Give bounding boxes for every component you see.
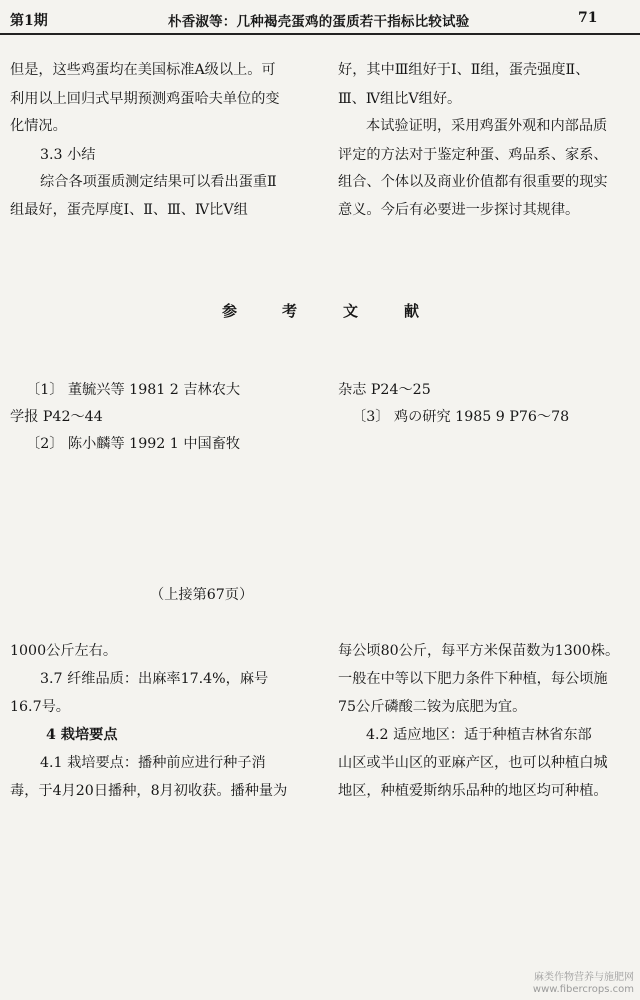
reference-entry-continued: 学报 P42～44 bbox=[10, 409, 103, 425]
text-line: 但是，这些鸡蛋均在美国标准A级以上。可 bbox=[10, 62, 276, 78]
text-line: 综合各项蛋质测定结果可以看出蛋重Ⅱ bbox=[40, 174, 277, 190]
references-title-char: 考 bbox=[282, 302, 298, 320]
references-title-char: 文 bbox=[343, 302, 359, 320]
reference-entry: 〔3〕 鸡の研究 1985 9 P76～78 bbox=[352, 409, 570, 425]
references-title-char: 献 bbox=[404, 302, 420, 320]
section-heading: 4 栽培要点 bbox=[46, 727, 118, 743]
text-line: 75公斤磷酸二铵为底肥为宜。 bbox=[338, 699, 527, 715]
continuation-note: （上接第67页） bbox=[150, 587, 254, 603]
text-line: Ⅲ、Ⅳ组比Ⅴ组好。 bbox=[338, 91, 462, 107]
reference-entry: 〔2〕 陈小麟等 1992 1 中国畜牧 bbox=[26, 436, 241, 452]
text-line: 化情况。 bbox=[10, 118, 67, 134]
references-title-char: 参 bbox=[222, 302, 238, 320]
text-line: 一般在中等以下肥力条件下种植，每公顷施 bbox=[338, 671, 608, 687]
header-rule bbox=[0, 33, 640, 35]
site-watermark bbox=[533, 972, 634, 996]
running-title: 朴香淑等：几种褐壳蛋鸡的蛋质若干指标比较试验 bbox=[168, 14, 470, 30]
section-heading: 3.3 小结 bbox=[40, 147, 96, 163]
watermark-url: www.fibercrops.com bbox=[532, 984, 634, 995]
reference-entry: 〔1〕 董毓兴等 1981 2 吉林农大 bbox=[26, 382, 241, 398]
text-line: 评定的方法对于鉴定种蛋、鸡品系、家系、 bbox=[338, 147, 608, 163]
text-line: 3.7 纤维品质：出麻率17.4%，麻号 bbox=[40, 671, 269, 687]
text-line: 组合、个体以及商业价值都有很重要的现实 bbox=[338, 174, 608, 190]
text-line: 4.1 栽培要点：播种前应进行种子消 bbox=[40, 755, 266, 771]
text-line: 1000公斤左右。 bbox=[10, 643, 118, 659]
text-line: 意义。今后有必要进一步探讨其规律。 bbox=[338, 202, 580, 218]
page-number: 71 bbox=[578, 10, 598, 26]
watermark-name: 麻类作物营养与施肥网 bbox=[534, 972, 634, 983]
issue-number: 第1期 bbox=[10, 13, 48, 29]
text-line: 16.7号。 bbox=[10, 699, 70, 715]
text-line: 山区或半山区的亚麻产区，也可以种植白城 bbox=[338, 755, 608, 771]
text-line: 利用以上回归式早期预测鸡蛋哈夫单位的变 bbox=[10, 91, 280, 107]
text-line: 好，其中Ⅲ组好于Ⅰ、Ⅱ组，蛋壳强度Ⅱ、 bbox=[338, 62, 590, 78]
text-line: 每公顷80公斤，每平方米保苗数为1300株。 bbox=[338, 643, 620, 659]
text-line: 本试验证明，采用鸡蛋外观和内部品质 bbox=[366, 118, 608, 134]
text-line: 组最好，蛋壳厚度Ⅰ、Ⅱ、Ⅲ、Ⅳ比Ⅴ组 bbox=[10, 202, 248, 218]
text-line: 地区，种植爱斯纳乐品种的地区均可种植。 bbox=[338, 783, 608, 799]
reference-entry-continued: 杂志 P24～25 bbox=[338, 382, 431, 398]
text-line: 毒，于4月20日播种，8月初收获。播种量为 bbox=[10, 783, 288, 799]
text-line: 4.2 适应地区：适于种植吉林省东部 bbox=[366, 727, 592, 743]
